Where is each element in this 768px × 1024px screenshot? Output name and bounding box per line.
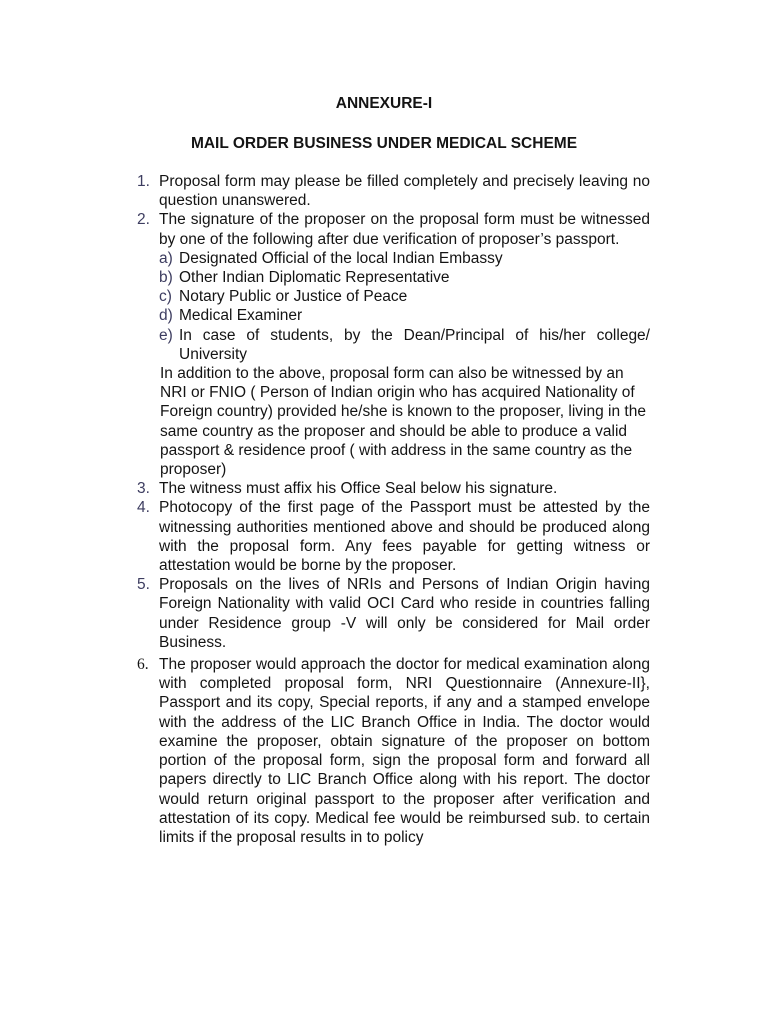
sub-item-d — [159, 306, 650, 325]
list-item-6 — [130, 655, 650, 847]
list-number: 4. — [137, 499, 150, 517]
sub-item-text: Other Indian Diplomatic Representative — [179, 269, 450, 287]
list-item-1 — [130, 172, 650, 210]
list-item-text: The proposer would approach the doctor for medical examination along with completed proposal form, NRI Questionnaire (Annexure-II}, Passport and its copy, Special reports, if any and a stamped envelope with the address of the LIC Branch Office in India. The doctor would examine the proposer, obtain signature of the proposer on bottom portion of the proposal form, sign the proposal form and forward all papers directly to LIC Branch Office along with his report. The doctor would return original passport to the proposer after verification and attestation of its copy. Medical fee would be reimbursed sub. to certain limits if the proposal results in to policy — [159, 656, 650, 846]
sub-item-text: Medical Examiner — [179, 307, 303, 325]
list-number: 6. — [137, 656, 149, 674]
sub-item-c — [159, 287, 650, 306]
list-item-2 — [130, 210, 650, 479]
sub-item-letter: e) — [159, 326, 173, 344]
sub-item-a — [159, 249, 650, 268]
list-item-3 — [130, 479, 650, 498]
sub-item-letter: d) — [159, 307, 173, 325]
numbered-list — [130, 172, 650, 847]
sub-item-b — [159, 268, 650, 287]
document-title: MAIL ORDER BUSINESS UNDER MEDICAL SCHEME — [190, 135, 578, 152]
list-number: 3. — [137, 480, 150, 498]
sub-item-e — [159, 326, 650, 364]
annexure-title: ANNEXURE-I — [335, 95, 433, 112]
sub-item-text: In case of students, by the Dean/Principal of his/her college/ University — [179, 326, 650, 363]
sub-item-letter: c) — [159, 288, 172, 306]
list-number: 1. — [137, 173, 150, 190]
list-item-text: Proposals on the lives of NRIs and Persons of Indian Origin having Foreign Nationality with valid OCI Card who reside in countries falling under Residence group -V will only be considered for Mail order Business. — [159, 576, 650, 651]
additional-witness-paragraph: In addition to the above, proposal form can also be witnessed by an NRI or FNIO ( Person of Indian origin who has acquired Nationality of Foreign country) provided he/she is known to the proposer, living in the same country as the proposer and should be able to produce a valid passport & residence proof ( with address in the same country as the proposer) — [160, 365, 646, 479]
sub-item-text: Designated Official of the local Indian Embassy — [179, 249, 503, 267]
sub-item-text: Notary Public or Justice of Peace — [179, 288, 408, 306]
sub-item-letter: b) — [159, 269, 173, 287]
list-item-4 — [130, 498, 650, 575]
list-item-5 — [130, 575, 650, 652]
list-item-text: The witness must affix his Office Seal below his signature. — [159, 480, 558, 498]
sub-item-letter: a) — [159, 249, 173, 267]
list-item-text: Proposal form may please be filled completely and precisely leaving no question unanswered. — [159, 173, 650, 210]
list-number: 5. — [137, 576, 150, 594]
list-number: 2. — [137, 211, 150, 229]
list-item-text: The signature of the proposer on the proposal form must be witnessed by one of the following after due verification of proposer’s passport. — [159, 211, 650, 248]
list-item-text: Photocopy of the first page of the Passport must be attested by the witnessing authorities mentioned above and should be produced along with the proposal form. Any fees payable for getting witness or attestation would be borne by the proposer. — [159, 499, 650, 575]
